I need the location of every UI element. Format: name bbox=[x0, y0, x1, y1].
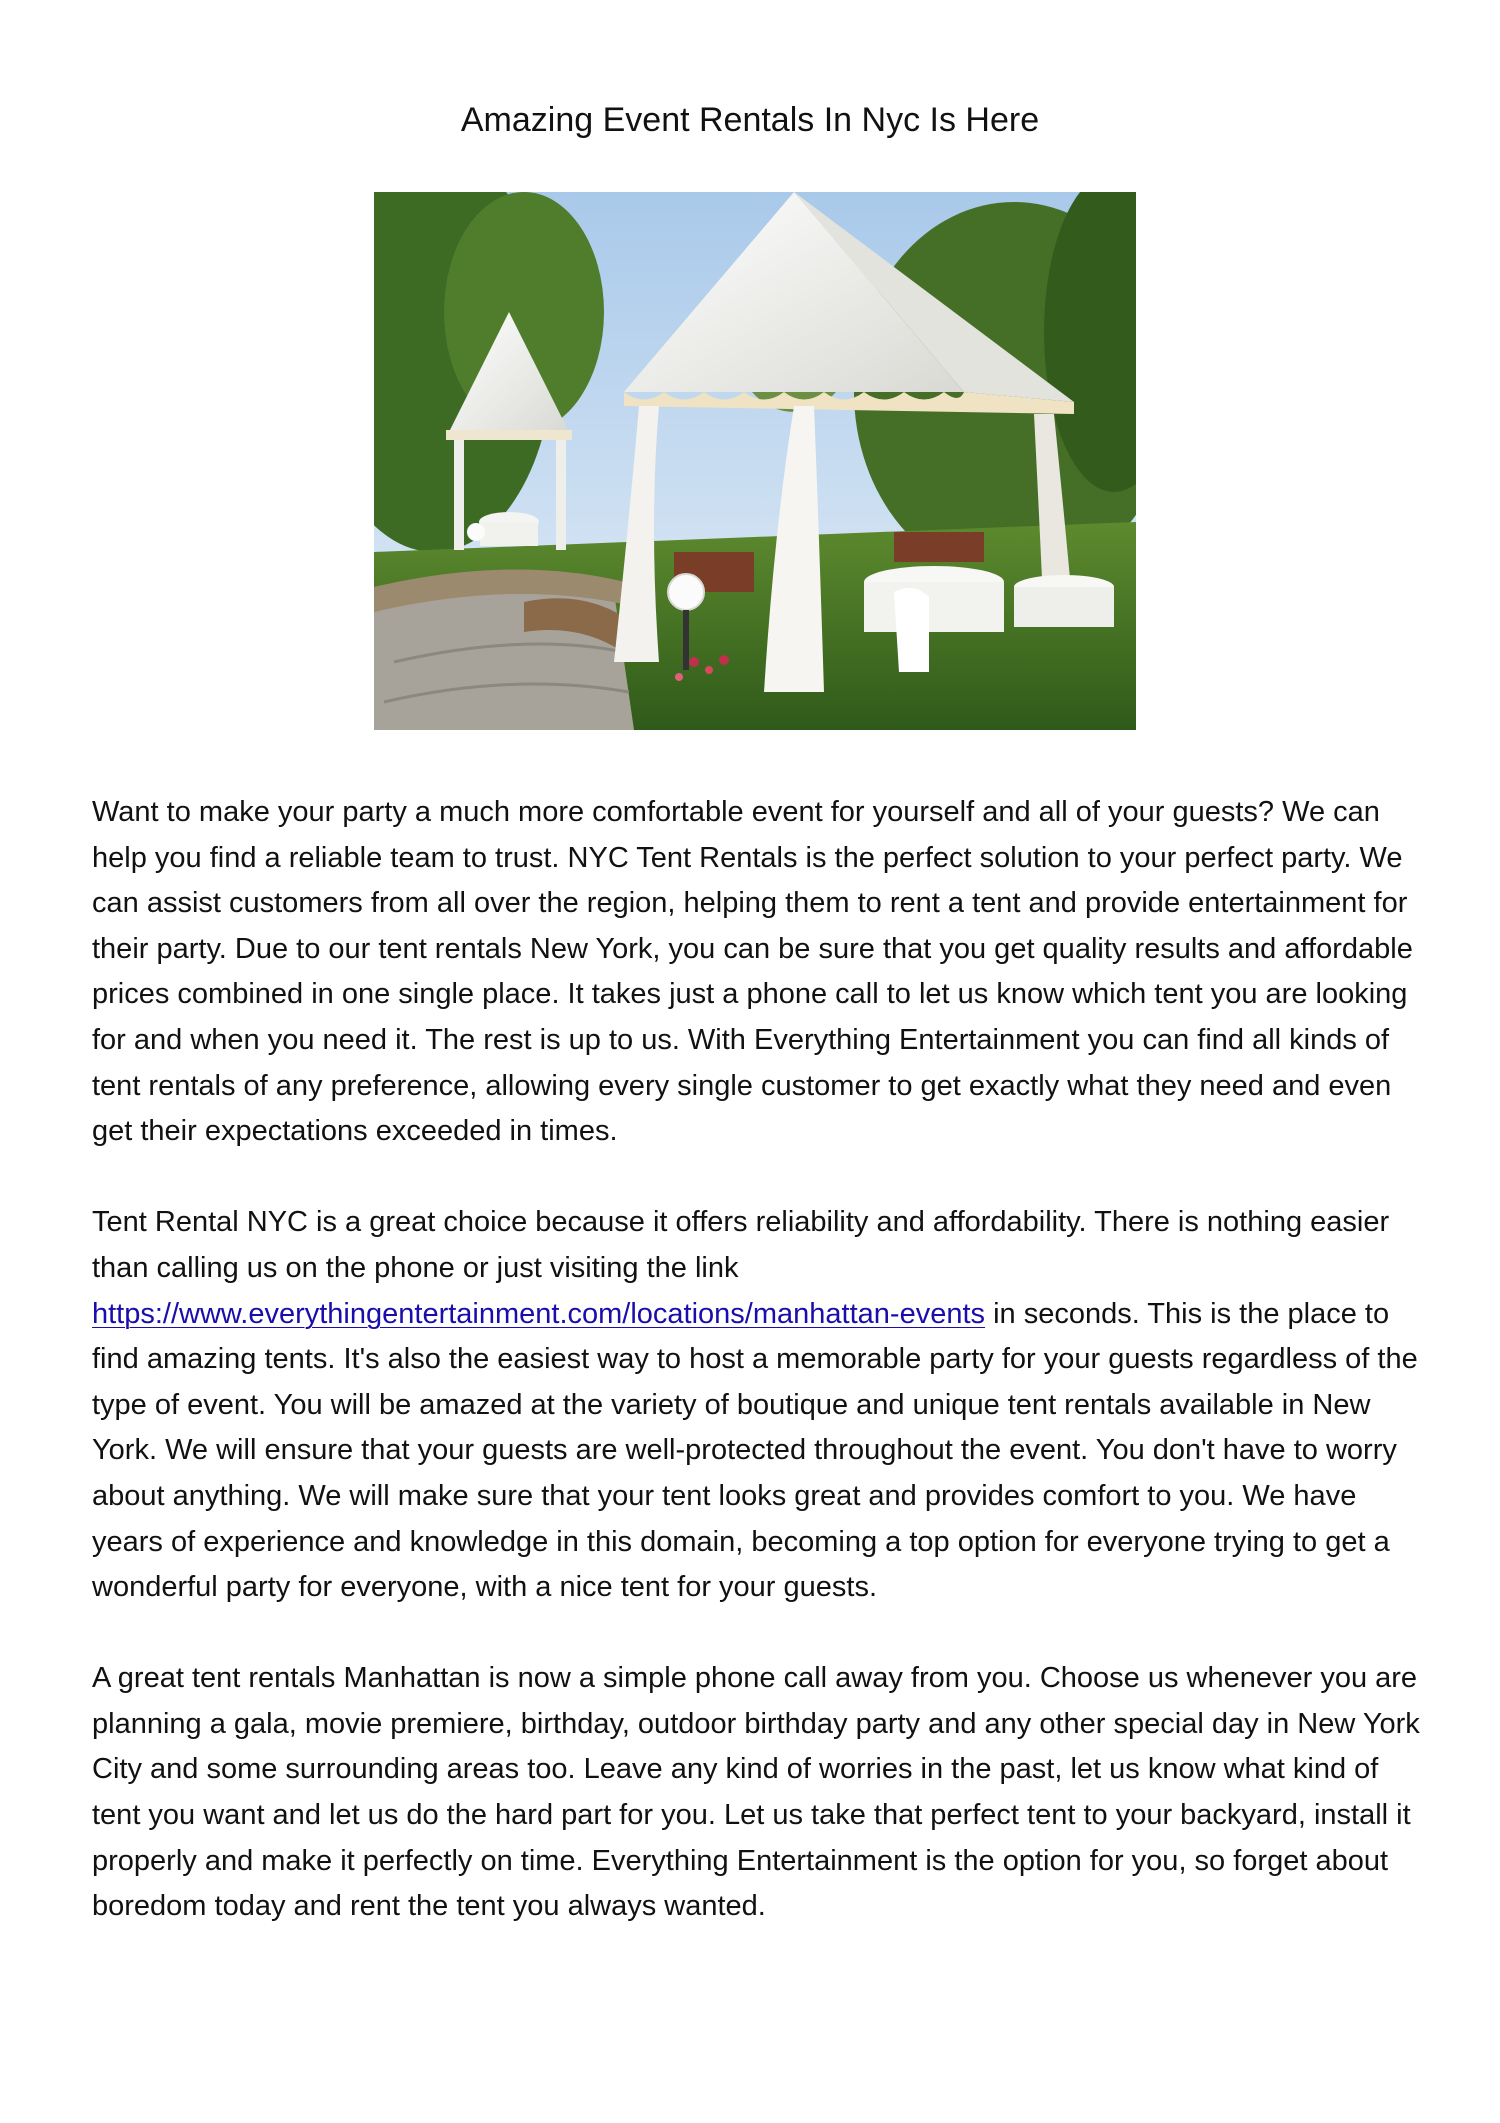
paragraph-intro: Want to make your party a much more comfortable event for yourself and all of your guests? We can help you find a reliable team to trust. NYC Tent Rentals is the perfect solution to your perfect party. We can assist customers from all over the region, helping them to rent a tent and provide entertainment for their party. Due to our tent rentals New York, you can be sure that you get quality results and affordable prices combined in one single place. It takes just a phone call to let us know which tent you are looking for and when you need it. The rest is up to us. With Everything Entertainment you can find all kinds of tent rentals of any preference, allowing every single customer to get exactly what they need and even get their expectations exceeded in times. bbox=[92, 796, 1413, 1148]
manhattan-events-link[interactable]: https://www.everythingentertainment.com/locations/manhattan-events bbox=[92, 1297, 986, 1330]
tent-photo bbox=[374, 192, 1136, 730]
article-body bbox=[92, 790, 1422, 1975]
paragraph-closing: A great tent rentals Manhattan is now a simple phone call away from you. Choose us whenever you are planning a gala, movie premiere, birthday, outdoor birthday party and any other special day in New York City and some surrounding areas too. Leave any kind of worries in the past, let us know what kind of tent you want and let us do the hard part for you. Let us take that perfect tent to your backyard, install it properly and make it perfectly on time. Everything Entertainment is the option for you, so forget about boredom today and rent the tent you always wanted. bbox=[92, 1662, 1420, 1923]
paragraph-with-link bbox=[92, 1200, 1422, 1610]
paragraph-text-before-link: Tent Rental NYC is a great choice because it offers reliability and affordability. There is nothing easier than calling us on the phone or just visiting the link bbox=[92, 1206, 1390, 1284]
page-title: Amazing Event Rentals In Nyc Is Here bbox=[460, 101, 1040, 139]
paragraph-text-after-link: in seconds. This is the place to find amazing tents. It's also the easiest way to host a memorable party for your guests regardless of the type of event. You will be amazed at the variety of boutique and unique tent rentals available in New York. We will ensure that your guests are well-protected throughout the event. You don't have to worry about anything. We will make sure that your tent looks great and provides comfort to you. We have years of experience and knowledge in this domain, becoming a top option for everyone trying to get a wonderful party for everyone, with a nice tent for your guests. bbox=[92, 1297, 1418, 1604]
